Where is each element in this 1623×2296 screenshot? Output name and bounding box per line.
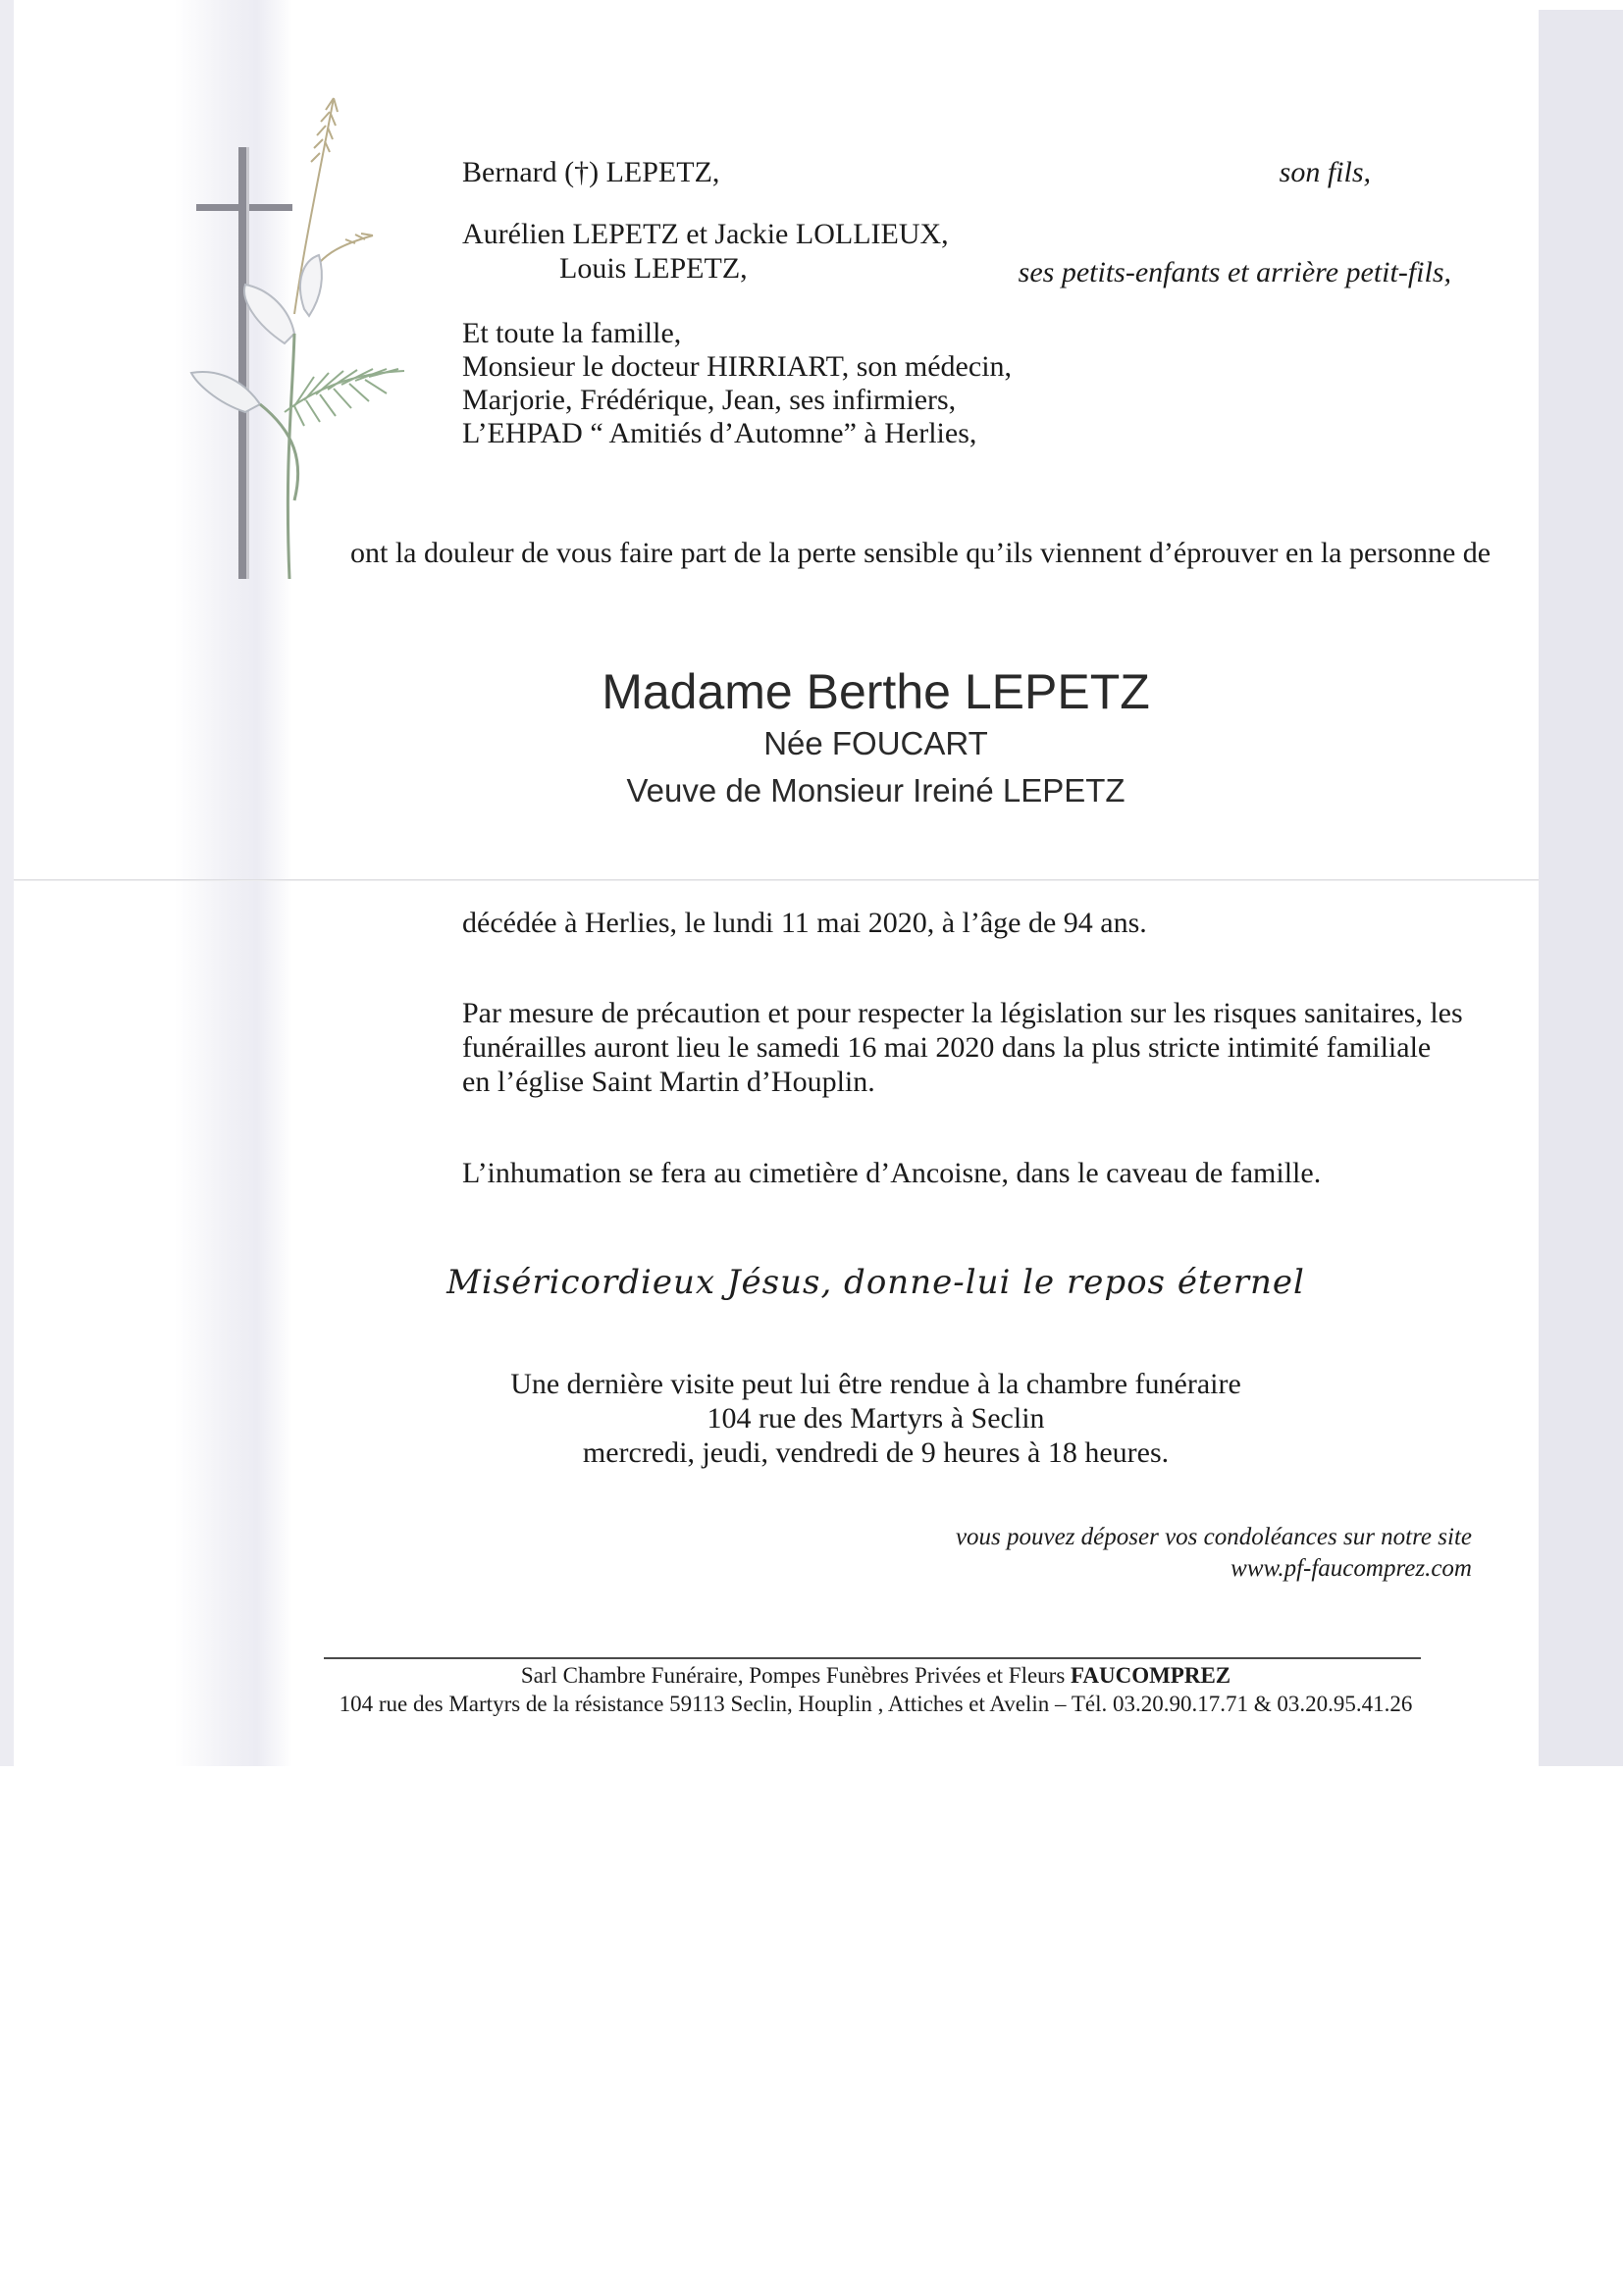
lily-flowers-icon [191, 255, 322, 579]
visit-line-3: mercredi, jeudi, vendredi de 9 heures à 18 heures. [582, 1436, 1170, 1469]
deceased-widow-of: Veuve de Monsieur Ireiné LEPETZ [626, 772, 1126, 809]
family-line: Et toute la famille, [462, 317, 682, 349]
scan-margin-left [0, 0, 14, 1766]
death-notice: décédée à Herlies, le lundi 11 mai 2020, à l’âge de 94 ans. [462, 907, 1147, 939]
announcement-text: ont la douleur de vous faire part de la perte sensible qu’ils viennent d’éprouver en la personne de [350, 537, 1492, 569]
funeral-line-3: en l’église Saint Martin d’Houplin. [462, 1066, 875, 1098]
fold-line [14, 879, 1539, 881]
grandchildren-line-1: Aurélien LEPETZ et Jackie LOLLIEUX, [462, 218, 949, 250]
funeral-line-2: funérailles auront lieu le samedi 16 mai 2020 dans la plus stricte intimité familiale [462, 1031, 1432, 1064]
son-role: son fils, [1279, 156, 1371, 188]
scan-margin-right [1539, 10, 1623, 1766]
footer-company-line [0, 1661, 1623, 1691]
prayer-line: Miséricordieux Jésus, donne-lui le repos éternel [446, 1263, 1305, 1302]
visit-line-2: 104 rue des Martyrs à Seclin [707, 1402, 1045, 1435]
cross-and-lily-illustration [147, 88, 412, 599]
footer-divider [324, 1657, 1421, 1659]
footer-company-name: FAUCOMPREZ [1071, 1663, 1231, 1688]
cross-icon [196, 147, 292, 579]
visit-line-1: Une dernière visite peut lui être rendue à la chambre funéraire [510, 1368, 1241, 1400]
footer-company-prefix: Sarl Chambre Funéraire, Pompes Funèbres Privées et Fleurs [520, 1663, 1072, 1688]
condolences-text: vous pouvez déposer vos condoléances sur notre site [955, 1524, 1472, 1550]
grandchildren-role: ses petits-enfants et arrière petit-fils, [1018, 256, 1451, 288]
son-name: Bernard (†) LEPETZ, [462, 156, 720, 188]
deceased-name: Madame Berthe LEPETZ [602, 664, 1150, 719]
grandchildren-line-2: Louis LEPETZ, [559, 252, 748, 285]
nurses-line: Marjorie, Frédérique, Jean, ses infirmiers, [462, 384, 957, 416]
care-home-line: L’EHPAD “ Amitiés d’Automne” à Herlies, [462, 417, 977, 449]
funeral-line-1: Par mesure de précaution et pour respecter la législation sur les risques sanitaires, les [462, 997, 1463, 1029]
palm-leaf-icon [285, 369, 404, 426]
doctor-line: Monsieur le docteur HIRRIART, son médecin, [462, 350, 1013, 383]
footer-address-line: 104 rue des Martyrs de la résistance 59113 Seclin, Houplin , Attiches et Avelin – Tél. 03.20.90.17.71 & 03.20.95.41.26 [339, 1692, 1413, 1716]
burial-notice: L’inhumation se fera au cimetière d’Ancoisne, dans le caveau de famille. [462, 1157, 1322, 1189]
website-link[interactable]: www.pf-faucomprez.com [1230, 1555, 1472, 1582]
deceased-birth-name: Née FOUCART [763, 725, 988, 761]
